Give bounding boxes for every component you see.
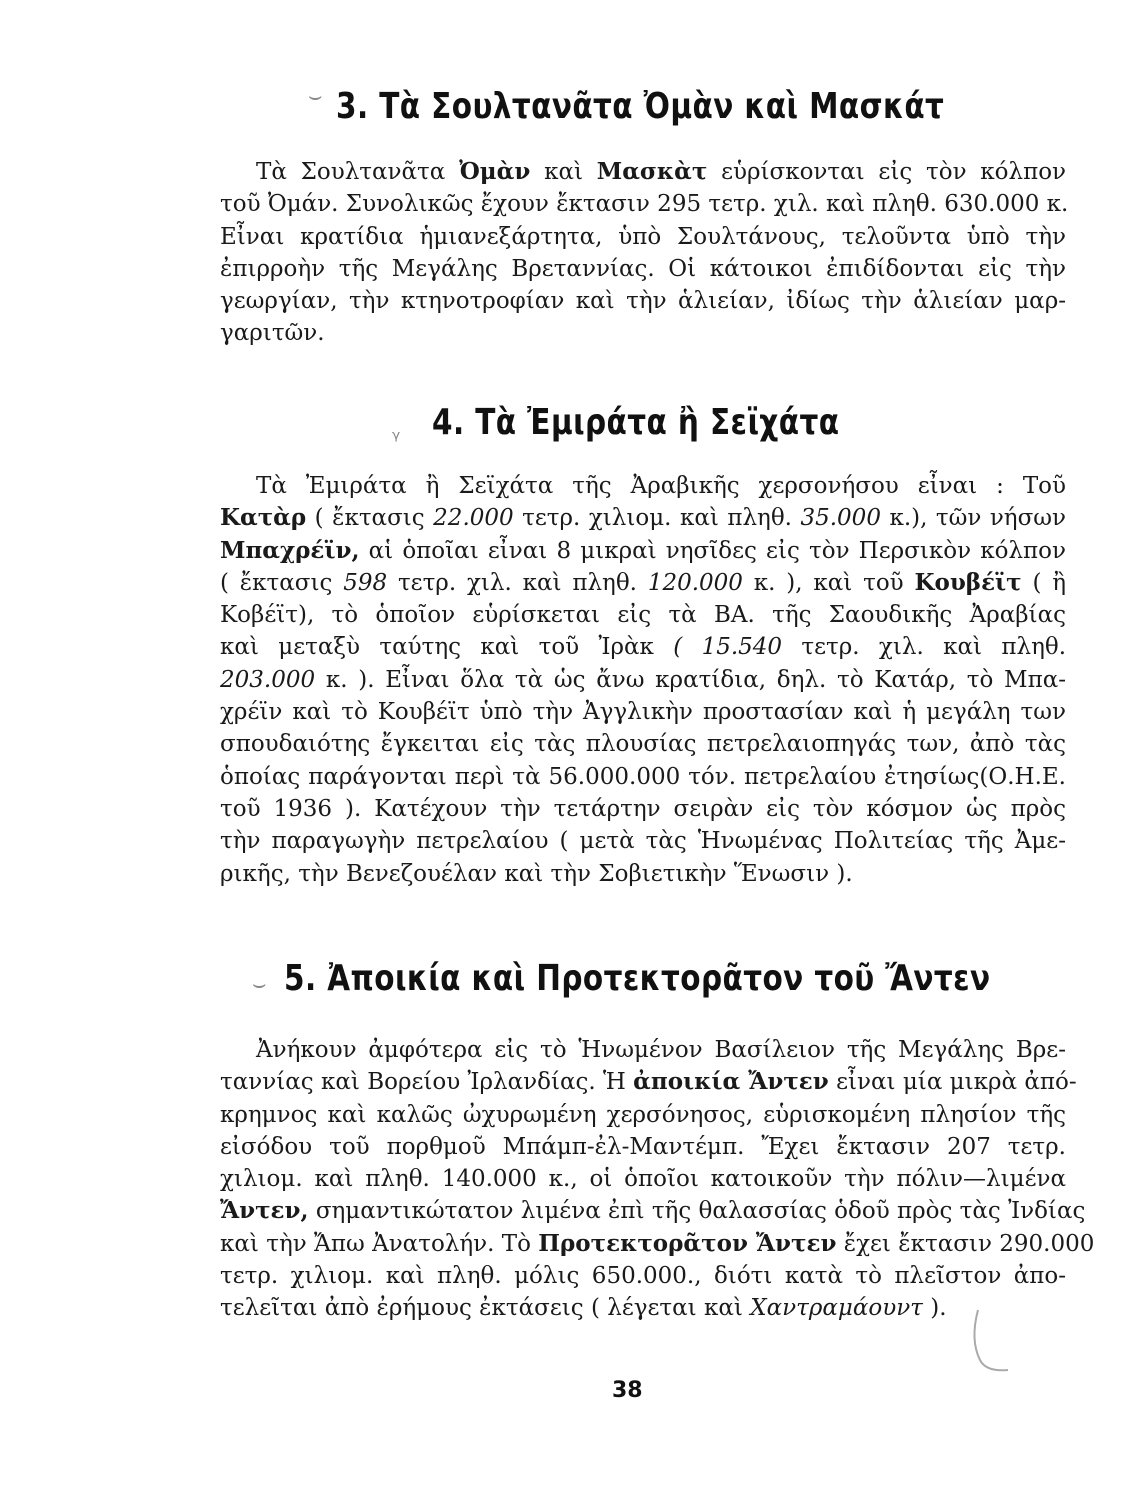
section-3-paragraph — [220, 156, 1069, 350]
section-4-paragraph — [220, 470, 1066, 890]
s4-line-2: Κατὰρ ( ἔκτασις 22.000 τετρ. χιλιομ. καὶ πληθ. 35.000 κ.), τῶν νήσων — [220, 504, 1067, 532]
s4-line-8: χρέϊν καὶ τὸ Κουβέϊτ ὑπὸ τὴν Ἀγγλικὴν προστασίαν καὶ ἡ μεγάλη των — [220, 699, 1066, 726]
s5-line-5: χιλιομ. καὶ πληθ. 140.000 κ., οἱ ὁποῖοι κατοικοῦν τὴν πόλιν—λιμένα — [220, 1166, 1066, 1193]
s5-line-6: Ἄντεν, σημαντικώτατον λιμένα ἐπὶ τῆς θαλασσίας ὁδοῦ πρὸς τὰς Ἰνδίας — [220, 1197, 1086, 1225]
margin-mark: ⌣ — [252, 972, 267, 997]
margin-mark: ᵧ — [392, 420, 401, 445]
section-5-heading: 5. Ἀποικία καὶ Προτεκτορᾶτον τοῦ Ἄντεν — [284, 958, 991, 999]
section-3-heading: 3. Τὰ Σουλτανᾶτα Ὀμὰν καὶ Μασκάτ — [336, 86, 945, 127]
s3-line-5: γεωργίαν, τὴν κτηνοτροφίαν καὶ τὴν ἁλιείαν, ἰδίως τὴν ἁλιείαν μαρ- — [220, 288, 1066, 315]
s4-line-13: ρικῆς, τὴν Βενεζουέλαν καὶ τὴν Σοβιετικὴν Ἕνωσιν ). — [220, 860, 853, 887]
s4-line-3: Μπαχρέϊν, αἱ ὁποῖαι εἶναι 8 μικραὶ νησῖδες εἰς τὸν Περσικὸν κόλπον — [220, 536, 1066, 564]
s5-line-1: Ἀνήκουν ἀμφότερα εἰς τὸ Ἡνωμένον Βασίλειον τῆς Μεγάλης Βρε- — [256, 1037, 1066, 1063]
s5-line-7: καὶ τὴν Ἄπω Ἀνατολήν. Τὸ Προτεκτορᾶτον Ἄντεν ἔχει ἔκτασιν 290.000 — [220, 1229, 1095, 1257]
s3-line-2: τοῦ Ὀμάν. Συνολικῶς ἔχουν ἔκτασιν 295 τετρ. χιλ. καὶ πληθ. 630.000 κ. — [220, 191, 1069, 218]
s4-line-11: τοῦ 1936 ). Κατέχουν τὴν τετάρτην σειρὰν εἰς τὸν κόσμον ὡς πρὸς — [220, 795, 1066, 822]
margin-mark: ⌣ — [308, 84, 323, 109]
s4-line-6: καὶ μεταξὺ ταύτης καὶ τοῦ Ἰρὰκ ( 15.540 τετρ. χιλ. καὶ πληθ. — [220, 634, 1067, 661]
s4-line-4: ( ἔκτασις 598 τετρ. χιλ. καὶ πληθ. 120.000 κ. ), καὶ τοῦ Κουβέϊτ ( ἢ — [220, 568, 1067, 596]
s5-line-9: τελεῖται ἀπὸ ἐρήμους ἐκτάσεις ( λέγεται καὶ Χαντραμάουντ ). — [220, 1295, 947, 1322]
s3-line-1: Τὰ Σουλτανᾶτα Ὀμὰν καὶ Μασκὰτ εὑρίσκονται εἰς τὸν κόλπον — [256, 158, 1067, 185]
section-4-heading: 4. Τὰ Ἐμιράτα ἢ Σεϊχάτα — [432, 402, 840, 443]
s5-line-3: κρημνος καὶ καλῶς ὠχυρωμένη χερσόνησος, εὑρισκομένη πλησίον τῆς — [220, 1101, 1066, 1128]
pencil-mark-icon — [968, 1300, 1028, 1380]
s4-line-10: ὁποίας παράγονται περὶ τὰ 56.000.000 τόν. πετρελαίου ἐτησίως(Ο.Η.Ε. — [220, 763, 1066, 790]
s4-line-12: τὴν παραγωγὴν πετρελαίου ( μετὰ τὰς Ἡνωμένας Πολιτείας τῆς Ἀμε- — [220, 828, 1066, 855]
s4-line-1: Τὰ Ἐμιράτα ἢ Σεϊχάτα τῆς Ἀραβικῆς χερσονήσου εἶναι : Τοῦ — [256, 473, 1066, 499]
s3-line-6: γαριτῶν. — [220, 320, 325, 347]
s5-line-8: τετρ. χιλιομ. καὶ πληθ. μόλις 650.000., διότι κατὰ τὸ πλεῖστον ἀπο- — [220, 1263, 1066, 1290]
s5-line-4: εἰσόδου τοῦ πορθμοῦ Μπάμπ-ἐλ-Μαντέμπ. Ἔχει ἔκτασιν 207 τετρ. — [220, 1133, 1066, 1160]
s4-line-7: 203.000 κ. ). Εἶναι ὅλα τὰ ὡς ἄνω κρατίδια, δηλ. τὸ Κατάρ, τὸ Μπα- — [220, 666, 1066, 693]
s5-line-2: ταννίας καὶ Βορείου Ἰρλανδίας. Ἡ ἀποικία Ἄντεν εἶναι μία μικρὰ ἀπό- — [220, 1068, 1077, 1096]
s3-line-3: Εἶναι κρατίδια ἡμιανεξάρτητα, ὑπὸ Σουλτάνους, τελοῦντα ὑπὸ τὴν — [220, 223, 1066, 250]
section-5-paragraph — [220, 1034, 1095, 1325]
page-number: 38 — [612, 1378, 643, 1403]
s4-line-5: Κοβέϊτ), τὸ ὁποῖον εὑρίσκεται εἰς τὰ ΒΑ. τῆς Σαουδικῆς Ἀραβίας — [220, 602, 1066, 629]
s4-line-9: σπουδαιότης ἔγκειται εἰς τὰς πλουσίας πετρελαιοπηγάς των, ἀπὸ τὰς — [220, 731, 1066, 758]
s3-line-4: ἐπιρροὴν τῆς Μεγάλης Βρεταννίας. Οἱ κάτοικοι ἐπιδίδονται εἰς τὴν — [220, 255, 1066, 282]
